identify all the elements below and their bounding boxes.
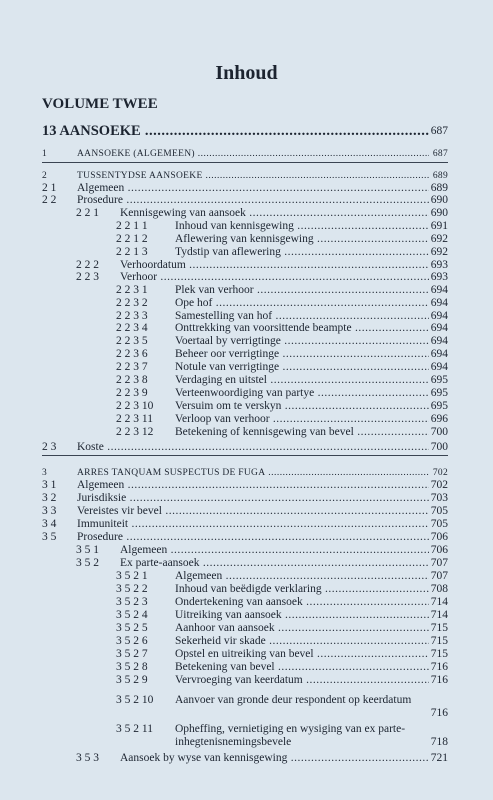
entry-label: Verdaging en uitstel ..... <box>175 374 429 387</box>
volume-heading: VOLUME TWEE <box>42 96 158 112</box>
entry-number: 3 5 2 5 <box>116 622 148 634</box>
toc-entry <box>0 413 493 426</box>
entry-label: Algemeen ..... <box>120 544 429 557</box>
entry-label: Tydstip van aflewering ..... <box>175 246 429 259</box>
entry-page: 694 <box>430 361 448 373</box>
entry-label: Jurisdiksie ..... <box>77 492 429 505</box>
entry-label: Inhoud van beëdigde verklaring ..... <box>175 583 429 596</box>
entry-page: 715 <box>430 635 448 647</box>
toc-entry <box>0 609 493 622</box>
section-divider <box>42 455 448 456</box>
entry-page: 702 <box>430 479 448 491</box>
entry-label: Uitreiking van aansoek ..... <box>175 609 429 622</box>
entry-page: 718 <box>430 736 448 748</box>
entry-number: 2 2 3 11 <box>116 413 153 425</box>
entry-number: 3 5 2 11 <box>116 723 153 735</box>
entry-label: Ope hof ..... <box>175 297 429 310</box>
entry-number: 2 1 <box>42 182 57 194</box>
entry-number: 3 5 2 9 <box>116 674 148 686</box>
toc-entry <box>0 752 493 765</box>
entry-number: 2 2 3 4 <box>116 322 148 334</box>
toc-entry <box>0 426 493 439</box>
entry-number: 3 5 3 <box>76 752 99 764</box>
entry-page: 694 <box>430 348 448 360</box>
toc-entry <box>0 246 493 259</box>
entry-page: 706 <box>430 544 448 556</box>
entry-label: Aanvoer van gronde deur respondent op keerdatum <box>175 694 412 706</box>
toc-entry <box>0 531 493 544</box>
entry-page: 715 <box>430 648 448 660</box>
entry-label: Inhoud van kennisgewing ..... <box>175 220 429 233</box>
entry-number: 3 5 2 10 <box>116 694 154 706</box>
entry-label: ARRES TANQUAM SUSPECTUS DE FUGA ..... <box>77 467 429 480</box>
entry-page: 695 <box>430 400 448 412</box>
entry-number: 3 4 <box>42 518 57 530</box>
entry-label: Notule van verrigtinge ..... <box>175 361 429 374</box>
entry-page: 708 <box>430 583 448 595</box>
toc-entry <box>0 348 493 361</box>
entry-page: 716 <box>430 707 448 719</box>
entry-page: 707 <box>430 570 448 582</box>
entry-label: Beheer oor verrigtinge ..... <box>175 348 429 361</box>
toc-entry <box>0 661 493 674</box>
entry-page: 690 <box>430 207 448 219</box>
entry-number: 2 2 3 6 <box>116 348 148 360</box>
entry-page: 694 <box>430 284 448 296</box>
entry-number: 2 2 1 <box>76 207 99 219</box>
entry-number: 3 5 2 2 <box>116 583 148 595</box>
entry-number: 3 5 2 4 <box>116 609 148 621</box>
entry-page: 702 <box>432 468 448 478</box>
entry-label: Algemeen ..... <box>77 182 429 195</box>
entry-number: 2 2 <box>42 194 57 206</box>
entry-number: 2 2 3 7 <box>116 361 148 373</box>
entry-label: Aansoek by wyse van kennisgewing ..... <box>120 752 429 765</box>
toc-entry <box>0 674 493 687</box>
entry-number: 2 2 1 3 <box>116 246 148 258</box>
entry-number: 2 2 3 12 <box>116 426 154 438</box>
toc-entry <box>0 207 493 220</box>
entry-number: 2 3 <box>42 441 57 453</box>
entry-page: 721 <box>430 752 448 764</box>
entry-label: Koste ..... <box>77 441 429 454</box>
chapter-entry <box>0 123 493 139</box>
entry-number: 3 1 <box>42 479 57 491</box>
entry-label: Versuim om te verskyn ..... <box>175 400 429 413</box>
chapter-label: 13 AANSOEKE ..... <box>42 123 429 139</box>
entry-label: Vereistes vir bevel ..... <box>77 505 429 518</box>
entry-label: Ex parte-aansoek ..... <box>120 557 429 570</box>
entry-number: 2 2 3 9 <box>116 387 148 399</box>
toc-entry <box>0 544 493 557</box>
toc-entry <box>0 694 493 720</box>
entry-number: 2 2 3 8 <box>116 374 148 386</box>
toc-entry <box>0 518 493 531</box>
toc-entry <box>0 583 493 596</box>
toc-entry <box>0 271 493 284</box>
entry-page: 700 <box>430 426 448 438</box>
entry-number: 3 5 2 3 <box>116 596 148 608</box>
entry-label: Kennisgewing van aansoek ..... <box>120 207 429 220</box>
entry-page: 695 <box>430 387 448 399</box>
entry-number: 2 2 3 10 <box>116 400 154 412</box>
entry-page: 714 <box>430 596 448 608</box>
entry-label: Opheffing, vernietiging en wysiging van ex parte-inhegtenisnemingsbevele <box>175 723 406 748</box>
entry-number: 2 2 3 1 <box>116 284 148 296</box>
entry-page: 695 <box>430 374 448 386</box>
entry-label: Betekening van bevel ..... <box>175 661 429 674</box>
entry-number: 2 2 3 2 <box>116 297 148 309</box>
entry-page: 689 <box>430 182 448 194</box>
entry-page: 693 <box>430 259 448 271</box>
entry-page: 689 <box>432 171 448 181</box>
entry-page: 692 <box>430 246 448 258</box>
entry-page: 716 <box>430 674 448 686</box>
entry-label: Algemeen ..... <box>77 479 429 492</box>
entry-label: Voertaal by verrigtinge ..... <box>175 335 429 348</box>
entry-label: Verteenwoordiging van partye ..... <box>175 387 429 400</box>
toc-entry <box>0 322 493 335</box>
entry-number: 2 2 1 1 <box>116 220 148 232</box>
toc-entry <box>0 505 493 518</box>
toc-entry <box>0 492 493 505</box>
entry-number: 3 5 2 8 <box>116 661 148 673</box>
entry-label: Opstel en uitreiking van bevel ..... <box>175 648 429 661</box>
toc-entry <box>0 596 493 609</box>
entry-label: Prosedure ..... <box>77 194 429 207</box>
entry-label: Samestelling van hof ..... <box>175 310 429 323</box>
entry-page: 707 <box>430 557 448 569</box>
entry-label: Ondertekening van aansoek ..... <box>175 596 429 609</box>
entry-label: Vervroeging van keerdatum ..... <box>175 674 429 687</box>
toc-entry <box>0 297 493 310</box>
entry-number: 3 2 <box>42 492 57 504</box>
entry-label: Verloop van verhoor ..... <box>175 413 429 426</box>
chapter-page: 687 <box>430 125 448 137</box>
entry-page: 694 <box>430 335 448 347</box>
entry-page: 705 <box>430 518 448 530</box>
entry-number: 3 5 1 <box>76 544 99 556</box>
entry-page: 714 <box>430 609 448 621</box>
entry-page: 694 <box>430 297 448 309</box>
entry-page: 706 <box>430 531 448 543</box>
entry-number: 3 5 2 6 <box>116 635 148 647</box>
entry-number: 3 <box>42 468 48 478</box>
entry-page: 716 <box>430 661 448 673</box>
entry-label: Plek van verhoor ..... <box>175 284 429 297</box>
entry-number: 2 <box>42 171 48 181</box>
toc-entry <box>0 570 493 583</box>
entry-label: AANSOEKE (ALGEMEEN) ..... <box>77 148 429 161</box>
entry-page: 705 <box>430 505 448 517</box>
entry-label: Verhoor ..... <box>120 271 429 284</box>
toc-entry <box>0 622 493 635</box>
entry-number: 3 5 2 7 <box>116 648 148 660</box>
toc-entry <box>0 220 493 233</box>
entry-page: 696 <box>430 413 448 425</box>
entry-page: 692 <box>430 233 448 245</box>
toc-entry <box>0 479 493 492</box>
entry-number: 3 3 <box>42 505 57 517</box>
entry-label: Verhoordatum ..... <box>120 259 429 272</box>
section-divider <box>42 162 448 163</box>
toc-entry <box>0 374 493 387</box>
entry-label: Immuniteit ..... <box>77 518 429 531</box>
toc-entry <box>0 194 493 207</box>
toc-entry <box>0 361 493 374</box>
entry-number: 3 5 2 1 <box>116 570 148 582</box>
entry-label: Algemeen ..... <box>175 570 429 583</box>
toc-entry <box>0 387 493 400</box>
entry-label: Onttrekking van voorsittende beampte ..... <box>175 322 429 335</box>
entry-number: 3 5 2 <box>76 557 99 569</box>
entry-page: 703 <box>430 492 448 504</box>
entry-number: 3 5 <box>42 531 57 543</box>
entry-label: Aanhoor van aansoek ..... <box>175 622 429 635</box>
entry-page: 700 <box>430 441 448 453</box>
entry-page: 693 <box>430 271 448 283</box>
toc-entry <box>0 148 493 161</box>
entry-number: 2 2 2 <box>76 259 99 271</box>
entry-page: 694 <box>430 322 448 334</box>
toc-entry <box>0 557 493 570</box>
entry-label: Aflewering van kennisgewing ..... <box>175 233 429 246</box>
entry-number: 1 <box>42 149 48 159</box>
entry-number: 2 2 3 <box>76 271 99 283</box>
entry-page: 691 <box>430 220 448 232</box>
entry-number: 2 2 1 2 <box>116 233 148 245</box>
entry-label: Betekening of kennisgewing van bevel ..... <box>175 426 429 439</box>
toc-entry <box>0 635 493 648</box>
entry-number: 2 2 3 3 <box>116 310 148 322</box>
toc-entry <box>0 284 493 297</box>
entry-label: Prosedure ..... <box>77 531 429 544</box>
entry-number: 2 2 3 5 <box>116 335 148 347</box>
toc-entry <box>0 335 493 348</box>
toc-entry <box>0 233 493 246</box>
entry-label: TUSSENTYDSE AANSOEKE ..... <box>77 170 429 183</box>
toc-entry <box>0 400 493 413</box>
toc-entry <box>0 648 493 661</box>
entry-page: 690 <box>430 194 448 206</box>
page-title: Inhoud <box>215 62 278 84</box>
entry-label: Sekerheid vir skade ..... <box>175 635 429 648</box>
entry-page: 694 <box>430 310 448 322</box>
entry-page: 687 <box>432 149 448 159</box>
entry-page: 715 <box>430 622 448 634</box>
toc-entry <box>0 723 493 749</box>
toc-entry <box>0 441 493 454</box>
